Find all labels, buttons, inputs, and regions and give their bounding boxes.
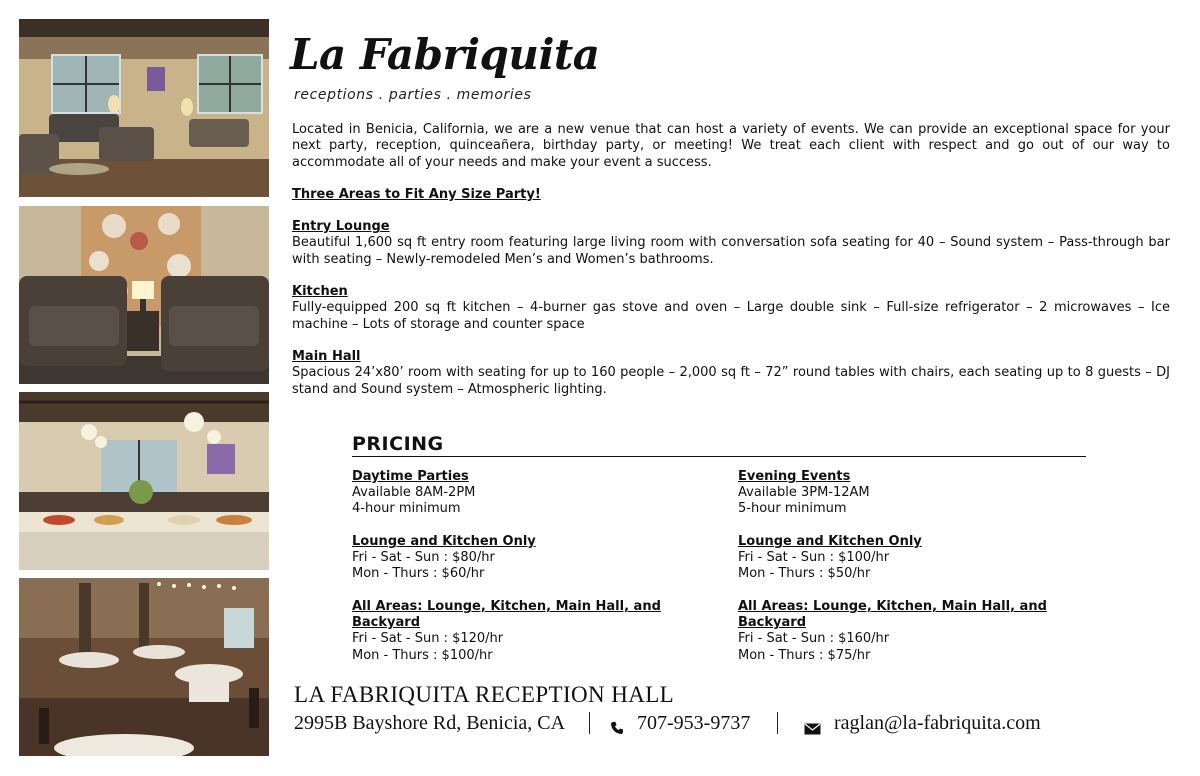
evening-lounge-kitchen-weekday-rate: Mon - Thurs : $50/hr [738, 566, 871, 582]
banquet-tables-photo [19, 578, 269, 756]
daytime-heading: Daytime Parties [352, 469, 469, 484]
daytime-pricing-column [352, 469, 722, 680]
area-kitchen-desc: Fully-equipped 200 sq ft kitchen – 4-burner gas stove and oven – Large double sink – Full-size refrigerator – 2 microwaves – Ice machine – Lots of storage and counter space [292, 300, 1170, 332]
area-entry-lounge-heading: Entry Lounge [292, 219, 390, 235]
phone-number[interactable]: 707-953-9737 [637, 712, 751, 734]
hall-name: LA FABRIQUITA RECEPTION HALL [294, 682, 675, 707]
evening-availability: Available 3PM-12AM [738, 485, 870, 501]
pricing-section [352, 433, 1086, 663]
evening-heading: Evening Events [738, 469, 851, 484]
email-address[interactable]: raglan@la-fabriquita.com [834, 712, 1041, 734]
divider [589, 712, 590, 734]
venue-tagline: receptions . parties . memories [294, 87, 532, 103]
daytime-lounge-kitchen-weekend-rate: Fri - Sat - Sun : $80/hr [352, 550, 495, 566]
area-main-hall-heading: Main Hall [292, 348, 361, 364]
daytime-availability: Available 8AM-2PM [352, 485, 476, 501]
daytime-minimum: 4-hour minimum [352, 501, 461, 517]
address: 2995B Bayshore Rd, Benicia, CA [294, 712, 566, 734]
pricing-title: PRICING [352, 433, 1086, 457]
evening-pricing-column [738, 469, 1108, 680]
divider [777, 712, 778, 734]
daytime-all-areas-heading: All Areas: Lounge, Kitchen, Main Hall, and Backyard [352, 599, 661, 631]
area-kitchen-heading: Kitchen [292, 284, 348, 300]
contact-line [294, 712, 1074, 736]
daytime-all-areas-weekend-rate: Fri - Sat - Sun : $120/hr [352, 631, 504, 647]
armchairs-photo [19, 206, 269, 384]
evening-all-areas-weekday-rate: Mon - Thurs : $75/hr [738, 647, 871, 663]
areas-heading: Three Areas to Fit Any Size Party! [292, 186, 541, 202]
buffet-hall-photo [19, 392, 269, 570]
evening-all-areas-weekend-rate: Fri - Sat - Sun : $160/hr [738, 631, 890, 647]
daytime-lounge-kitchen-weekday-rate: Mon - Thurs : $60/hr [352, 566, 485, 582]
daytime-lounge-kitchen-heading: Lounge and Kitchen Only [352, 534, 536, 549]
contact-footer [294, 682, 1041, 734]
daytime-all-areas-weekday-rate: Mon - Thurs : $100/hr [352, 647, 493, 663]
description-section [292, 122, 1170, 398]
area-main-hall-desc: Spacious 24’x80’ room with seating for up to 160 people – 2,000 sq ft – 72” round tables with chairs, each seating up to 8 guests – DJ stand and Sound system – Atmospheric lighting. [292, 365, 1170, 397]
intro-paragraph: Located in Benicia, California, we are a new venue that can host a variety of events. We can provide an exceptional space for your next party, reception, quinceañera, birthday party, or meeting! We treat each client with respect and go out of our way to accommodate all of your needs and make your event a success. [292, 122, 1170, 170]
venue-title: La Fabriquita [290, 30, 600, 79]
phone-icon [610, 716, 624, 739]
evening-minimum: 5-hour minimum [738, 501, 847, 517]
evening-lounge-kitchen-weekend-rate: Fri - Sat - Sun : $100/hr [738, 550, 890, 566]
evening-lounge-kitchen-heading: Lounge and Kitchen Only [738, 534, 922, 549]
area-entry-lounge-desc: Beautiful 1,600 sq ft entry room featuring large living room with conversation sofa seating for 40 – Sound system – Pass-through bar with seating – Newly-remodeled Men’s and Women’s bathrooms. [292, 235, 1170, 267]
evening-all-areas-heading: All Areas: Lounge, Kitchen, Main Hall, and Backyard [738, 599, 1047, 631]
lounge-room-photo [19, 19, 269, 197]
envelope-icon [804, 717, 821, 740]
